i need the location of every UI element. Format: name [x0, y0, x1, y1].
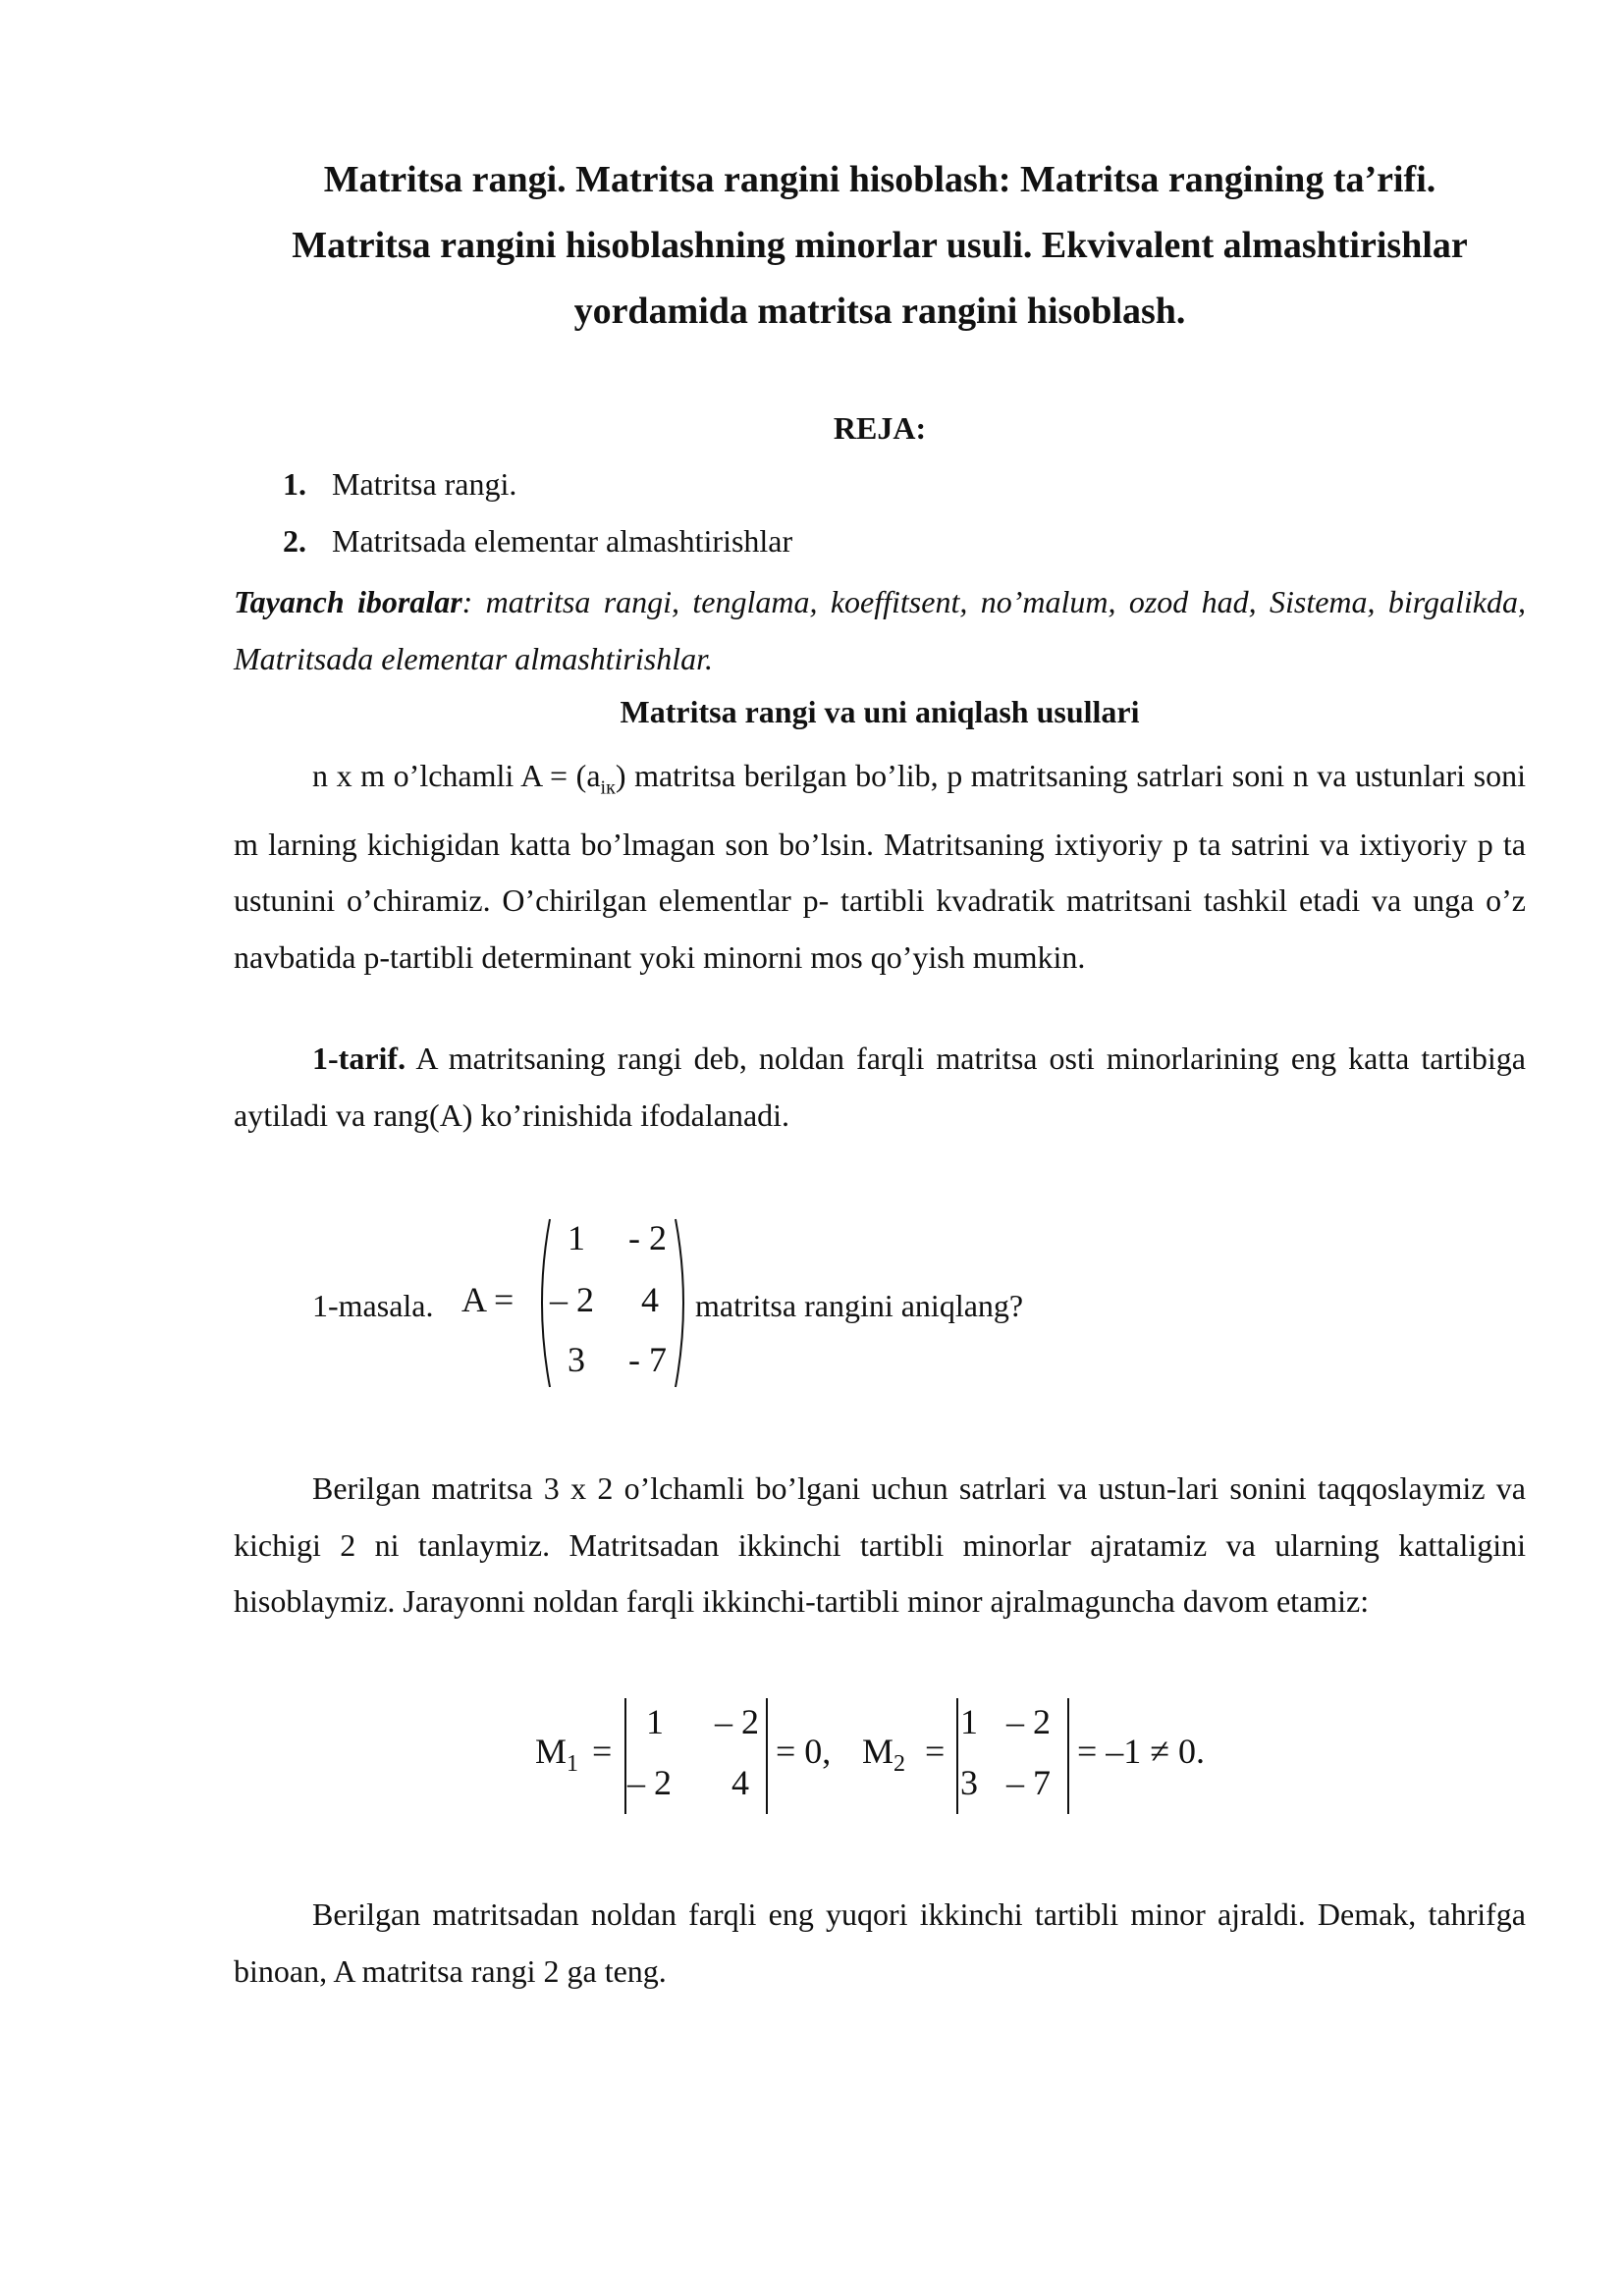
definition-label: 1-tarif. [312, 1041, 406, 1076]
minor-2-right-bar [1067, 1698, 1069, 1814]
minor-2-equals: = [925, 1732, 946, 1771]
plan-item-text: Matritsa rangi. [332, 466, 517, 502]
minor-1-result: = 0, [776, 1732, 832, 1771]
minor-2-letter: M [862, 1732, 894, 1771]
explanation-paragraph: Berilgan matritsa 3 x 2 o’lchamli bo’lgani uchun satrlari va ustun-lari sonini taqqoslaymiz va kichigi 2 ni tanlaymiz. Matritsadan ikkinchi tartibli minorlar ajratamiz va ularning kattaligini hisoblaymiz. Jarayonni noldan farqli ikkinchi-tartibli minor ajralmaguncha davom etamiz: [234, 1470, 1526, 1619]
minor-2-cell: – 2 [1006, 1702, 1051, 1741]
matrix-cell: 4 [641, 1280, 659, 1319]
keywords-text: : matritsa rangi, tenglama, koeffitsent, no’malum, ozod had, Sistema, birgalikda, Matritsada elementar almashtirishlar. [234, 584, 1527, 676]
matrix-cell: - 7 [628, 1340, 667, 1379]
minor-2-left-bar [956, 1698, 958, 1814]
matrix-cell: 1 [568, 1218, 585, 1257]
definition-text: A matritsaning rangi deb, noldan farqli matritsa osti minorlarining eng katta tartibiga aytiladi va rang(A) ko’rinishida ifodalanadi. [234, 1041, 1526, 1133]
plan-item-number: 2. [283, 523, 306, 559]
minor-1-cell: 1 [646, 1702, 664, 1741]
minor-1-cell: – 2 [715, 1702, 759, 1741]
left-parenthesis [532, 1217, 552, 1389]
title-line-2: Matritsa rangini hisoblashning minorlar usuli. Ekvivalent almashtirishlar [292, 225, 1468, 266]
page-title [234, 147, 1526, 345]
minor-2-cell: 1 [960, 1702, 978, 1741]
minor-1-name [535, 1731, 578, 1778]
keywords-label: Tayanch iboralar [234, 584, 462, 619]
keywords-paragraph [234, 574, 1526, 687]
minor-2-cell: 3 [960, 1763, 978, 1802]
matrix-cell: 3 [568, 1340, 585, 1379]
minor-1-subscript: 1 [567, 1751, 579, 1778]
title-line-1: Matritsa rangi. Matritsa rangini hisoblash: Matritsa rangining ta’rifi. [323, 159, 1436, 200]
minor-2-result: = –1 ≠ 0. [1077, 1732, 1206, 1771]
plan-item-number: 1. [283, 466, 306, 502]
problem-question: matritsa rangini aniqlang? [695, 1288, 1024, 1323]
intro-text-rest: ) matritsa berilgan bo’lib, p matritsaning satrlari soni n va ustunlari soni m larning kichigidan katta bo’lmagan son bo’lsin. Matritsaning ixtiyoriy p ta satrini va ixtiyoriy p ta ustunini o’chiramiz. O’chirilgan elementlar p- tartibli kvadratik matritsani tashkil etadi va unga o’z navbatida p-tartibli determinant yoki minorni mos qo’yish mumkin. [234, 758, 1527, 975]
plan-heading: REJA: [833, 410, 927, 446]
intro-text-start: n x m o’lchamli A = (a [312, 758, 601, 793]
matrix-cell: - 2 [628, 1218, 667, 1257]
matrix-cell: – 2 [550, 1280, 594, 1319]
minor-2-name [862, 1731, 905, 1778]
minor-1-cell: – 2 [627, 1763, 672, 1802]
intro-subscript: iк [600, 776, 616, 799]
matrix-name: A = [461, 1280, 514, 1319]
minor-1-equals: = [592, 1732, 613, 1771]
problem-label: 1-masala. [312, 1288, 434, 1323]
minor-1-right-bar [766, 1698, 768, 1814]
plan-item [283, 466, 516, 503]
section-heading: Matritsa rangi va uni aniqlash usullari [620, 694, 1140, 729]
minor-2-cell: – 7 [1006, 1763, 1051, 1802]
definition-paragraph [234, 1031, 1526, 1144]
plan-item [283, 523, 792, 560]
plan-item-text: Matritsada elementar almashtirishlar [332, 523, 793, 559]
minor-1-cell: 4 [731, 1763, 749, 1802]
conclusion-paragraph: Berilgan matritsadan noldan farqli eng yuqori ikkinchi tartibli minor ajraldi. Demak, tahrifga binoan, A matritsa rangi 2 ga teng. [234, 1896, 1526, 1989]
minor-1-left-bar [624, 1698, 626, 1814]
right-parenthesis [674, 1217, 693, 1389]
title-line-3: yordamida matritsa rangini hisoblash. [573, 291, 1186, 332]
minor-1-letter: M [535, 1732, 568, 1771]
minor-2-subscript: 2 [893, 1751, 906, 1778]
intro-paragraph [234, 748, 1526, 986]
